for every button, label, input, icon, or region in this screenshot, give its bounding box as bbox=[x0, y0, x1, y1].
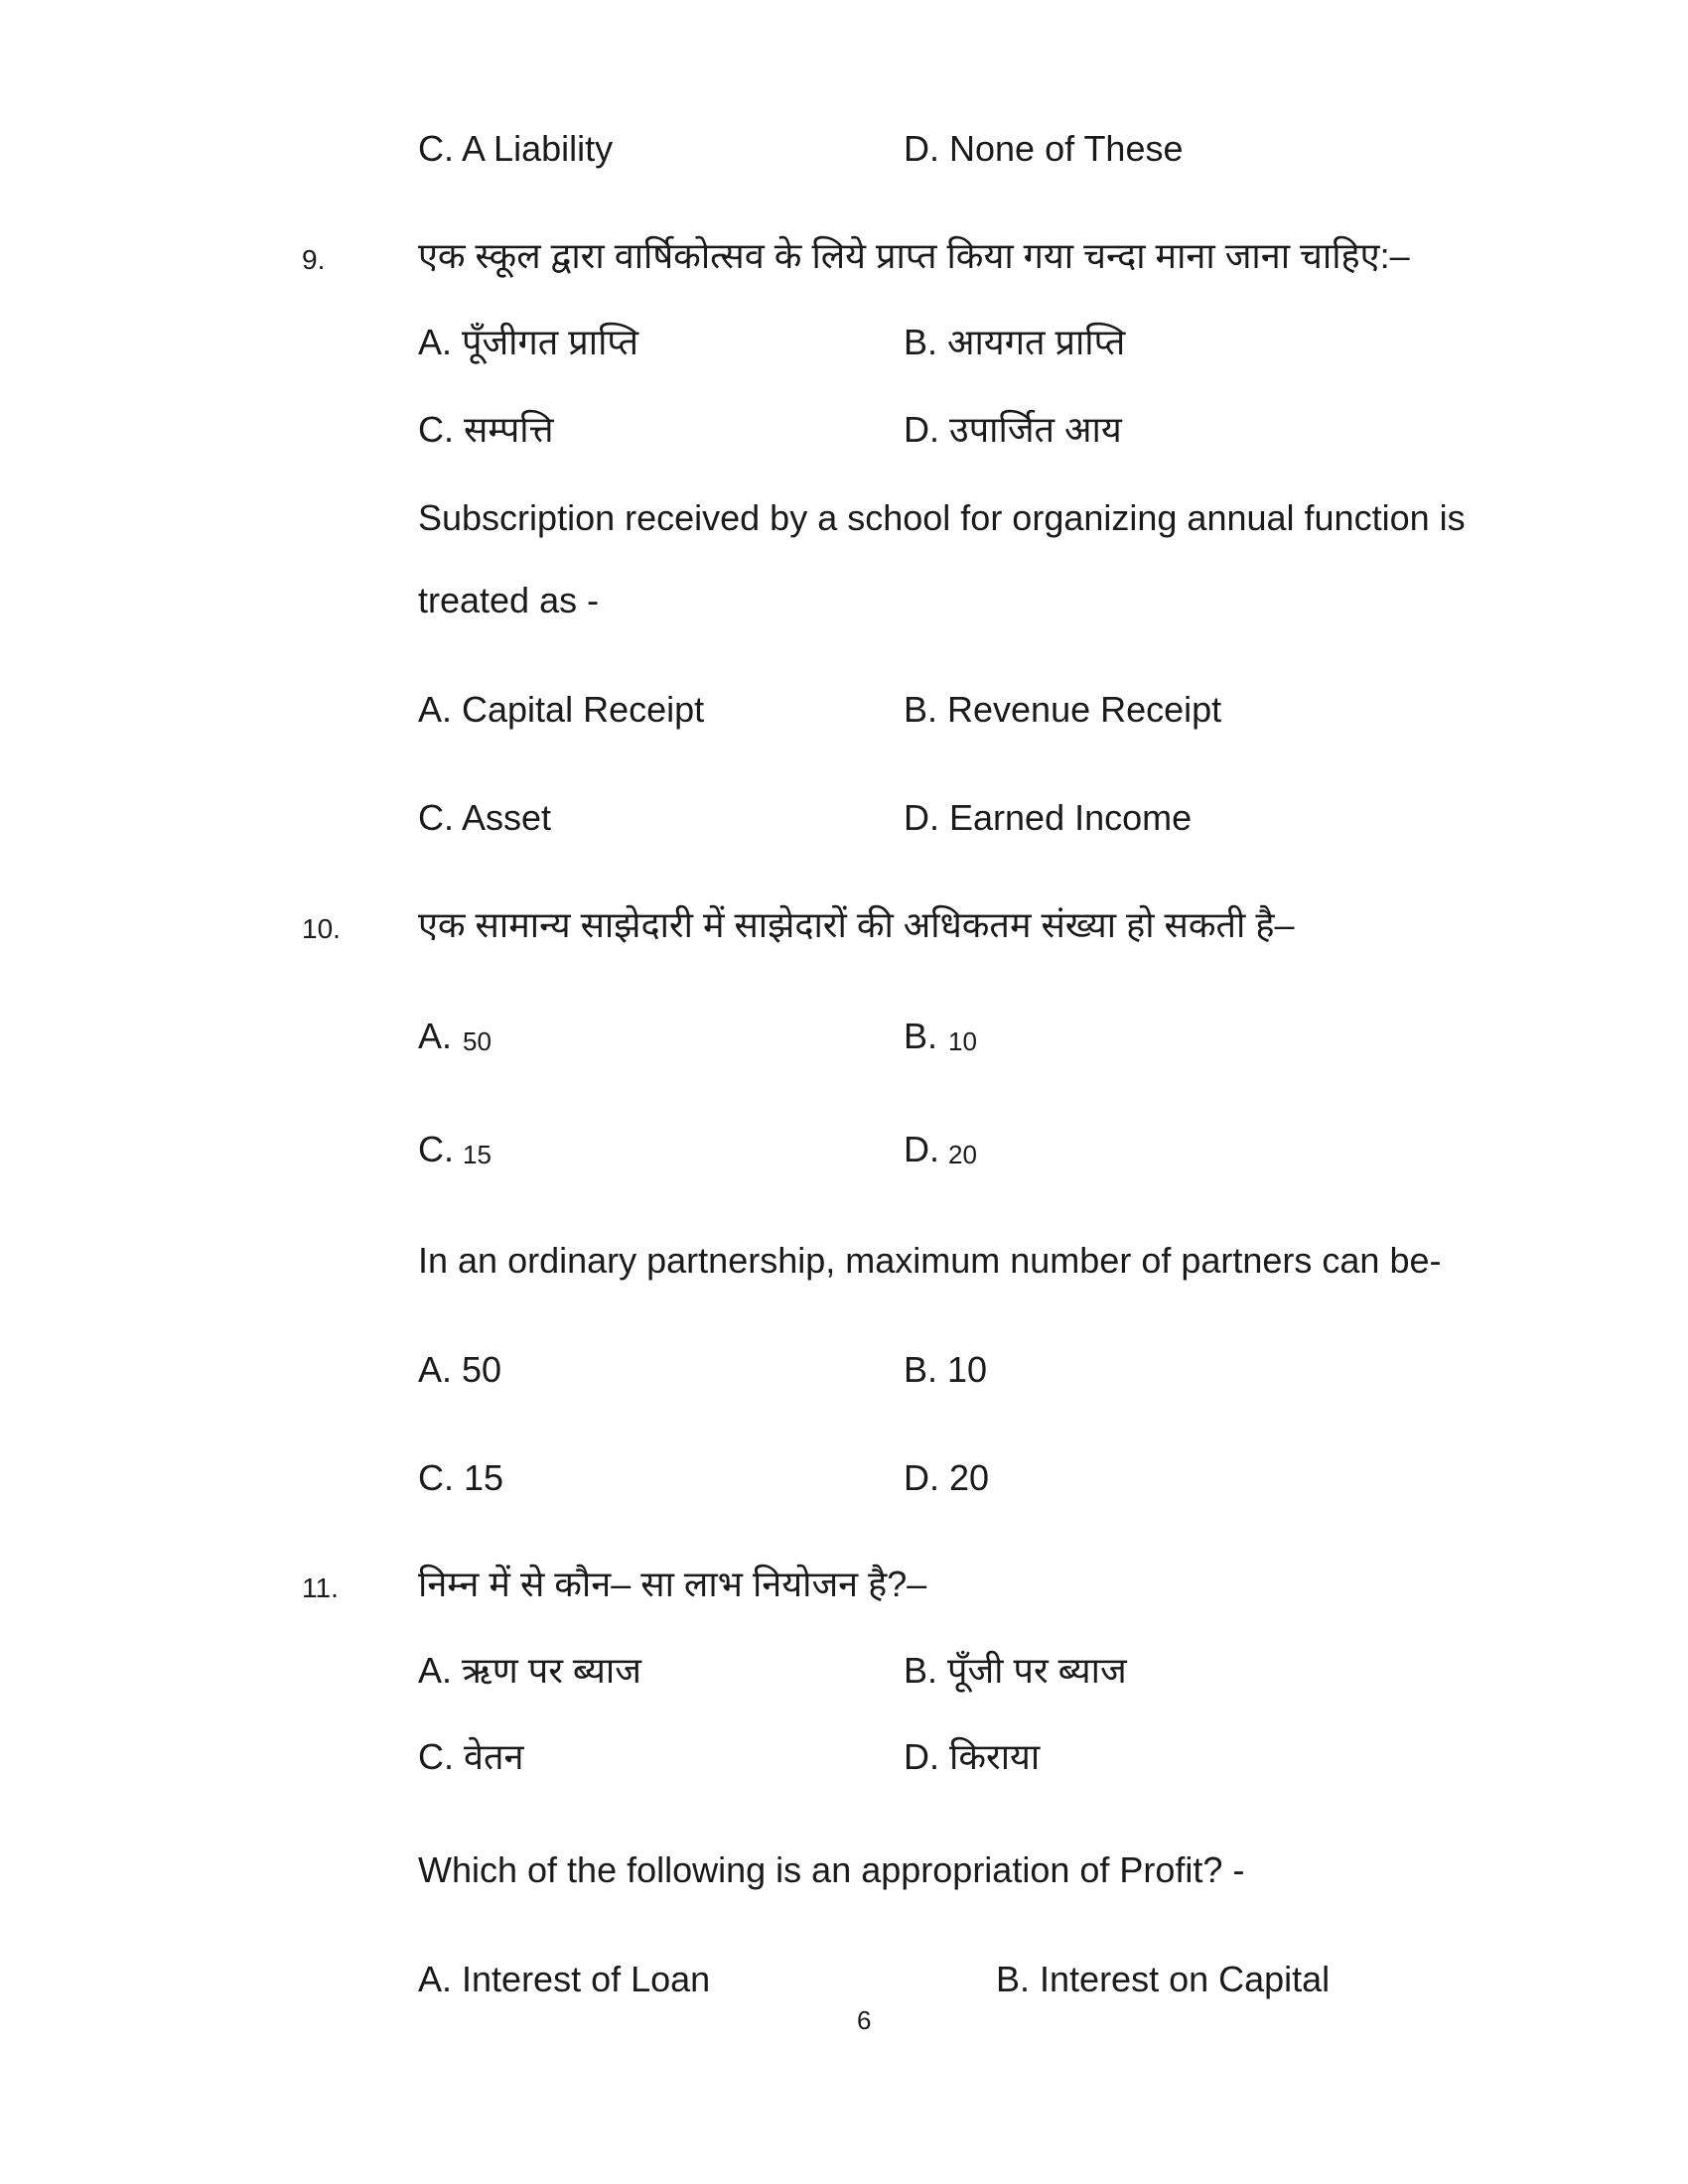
q10-hindi-option-c-letter: C. bbox=[418, 1129, 454, 1169]
q9-hindi-option-d: D. उपार्जित आय bbox=[904, 409, 1122, 450]
q10-hindi-option-d-letter: D. bbox=[904, 1129, 939, 1169]
q10-hindi-option-b-value: 10 bbox=[948, 1026, 977, 1056]
q9-english-option-c: C. Asset bbox=[418, 797, 552, 838]
q11-hindi-option-a: A. ऋण पर ब्याज bbox=[418, 1650, 641, 1691]
q10-hindi-option-d-value: 20 bbox=[948, 1140, 977, 1169]
q11-number: 11. bbox=[302, 1572, 339, 1603]
q11-hindi-option-d: D. किराया bbox=[904, 1736, 1041, 1777]
q11-english-option-b: B. Interest on Capital bbox=[996, 1959, 1331, 1999]
q11-hindi-option-b: B. पूँजी पर ब्याज bbox=[904, 1650, 1127, 1691]
q9-english-option-b: B. Revenue Receipt bbox=[904, 689, 1222, 730]
q10-hindi-option-a-value: 50 bbox=[463, 1026, 492, 1056]
q11-english-question: Which of the following is an appropriation of Profit? - bbox=[418, 1849, 1245, 1890]
q9-english-option-a: A. Capital Receipt bbox=[418, 689, 705, 730]
q11-english-option-a: A. Interest of Loan bbox=[418, 1959, 711, 1999]
q10-hindi-question: एक सामान्य साझेदारी में साझेदारों की अधिकतम संख्या हो सकती है– bbox=[418, 904, 1295, 945]
q9-english-option-d: D. Earned Income bbox=[904, 797, 1193, 838]
q9-hindi-option-a: A. पूँजीगत प्राप्ति bbox=[418, 322, 639, 362]
q11-hindi-option-c: C. वेतन bbox=[418, 1736, 524, 1777]
q10-english-option-b: B. 10 bbox=[904, 1349, 988, 1390]
q10-hindi-option-b-letter: B. bbox=[904, 1016, 938, 1056]
q10-hindi-option-c-value: 15 bbox=[463, 1140, 492, 1169]
q8-option-c: C. A Liability bbox=[418, 128, 614, 169]
q10-number: 10. bbox=[302, 913, 341, 944]
q9-number: 9. bbox=[302, 244, 326, 275]
q9-hindi-option-c: C. सम्पत्ति bbox=[418, 409, 554, 450]
q10-english-option-c: C. 15 bbox=[418, 1457, 504, 1498]
q9-english-question-line-2: treated as - bbox=[418, 580, 600, 620]
q10-english-option-d: D. 20 bbox=[904, 1457, 990, 1498]
q9-english-question-line-1: Subscription received by a school for organizing annual function is bbox=[418, 497, 1466, 538]
page-number: 6 bbox=[857, 2005, 872, 2035]
q10-english-option-a: A. 50 bbox=[418, 1349, 502, 1390]
q8-option-d: D. None of These bbox=[904, 128, 1184, 169]
q10-hindi-option-a-letter: A. bbox=[418, 1016, 453, 1056]
q9-hindi-option-b: B. आयगत प्राप्ति bbox=[904, 322, 1126, 362]
q11-hindi-question: निम्न में से कौन– सा लाभ नियोजन है?– bbox=[418, 1564, 927, 1604]
q10-english-question: In an ordinary partnership, maximum number of partners can be- bbox=[418, 1240, 1442, 1281]
q9-hindi-question: एक स्कूल द्वारा वार्षिकोत्सव के लिये प्राप्त किया गया चन्दा माना जाना चाहिए:– bbox=[418, 235, 1410, 276]
